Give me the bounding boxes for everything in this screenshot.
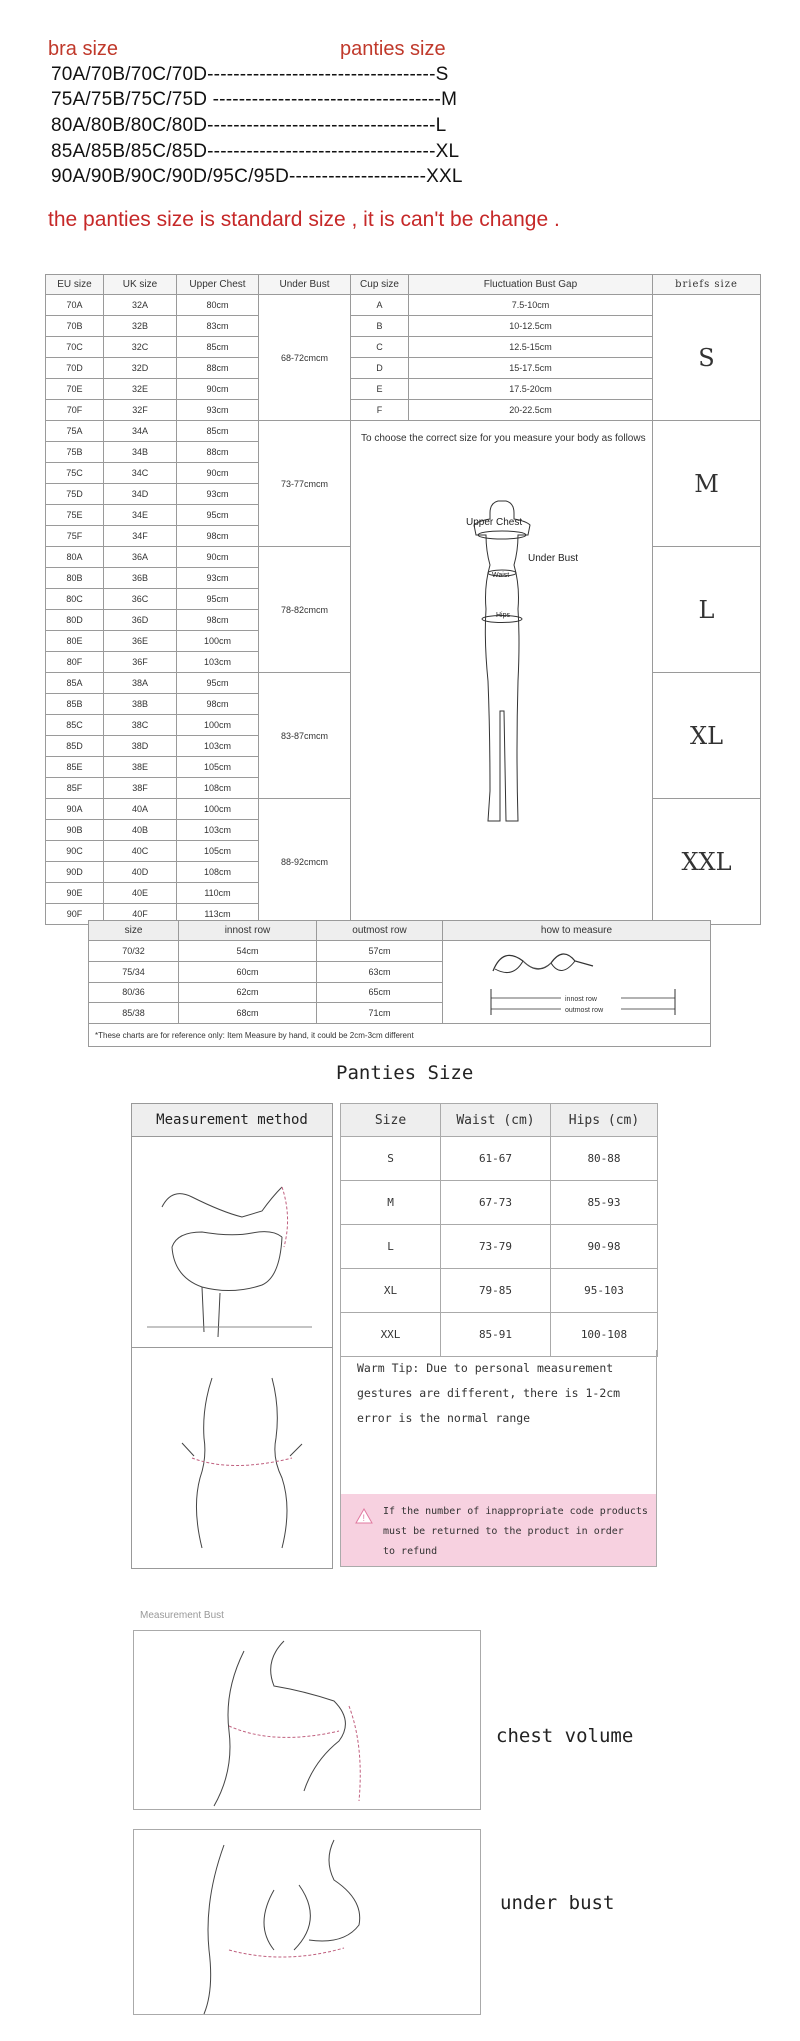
refund-warning	[341, 1494, 656, 1566]
upper-chest-cell: 105cm	[177, 841, 259, 862]
size-mapping-line: 75A/75B/75C/75D -----------------------------------M	[51, 89, 458, 110]
upper-chest-cell: 100cm	[177, 631, 259, 652]
panties-waist: 79-85	[441, 1269, 551, 1313]
eu-size-cell: 70E	[46, 379, 104, 400]
under-bust-figure-drawing	[134, 1830, 480, 2014]
reference-footnote: *These charts are for reference only: Item Measure by hand, it could be 2cm-3cm different	[89, 1024, 711, 1047]
uk-size-cell: 36A	[104, 547, 177, 568]
upper-chest-cell: 113cm	[177, 904, 259, 925]
under-bust-cell: 68-72cmcm	[259, 295, 351, 421]
eu-size-cell: 80C	[46, 589, 104, 610]
upper-chest-cell: 80cm	[177, 295, 259, 316]
panties-hips: 80-88	[551, 1137, 658, 1181]
band-size: 70/32	[89, 941, 179, 962]
upper-chest-cell: 83cm	[177, 316, 259, 337]
warm-tip-text	[341, 1350, 656, 1431]
upper-chest-cell: 98cm	[177, 694, 259, 715]
briefs-size-cell: S	[653, 295, 761, 421]
uk-size-cell: 32D	[104, 358, 177, 379]
upper-chest-cell: 98cm	[177, 610, 259, 631]
upper-chest-cell: 90cm	[177, 379, 259, 400]
chest-figure-drawing	[134, 1631, 480, 1809]
uk-size-cell: 34C	[104, 463, 177, 484]
band-inner: 54cm	[179, 941, 317, 962]
eu-size-cell: 85E	[46, 757, 104, 778]
inner-row-label: innost row	[565, 996, 597, 1003]
col-innost-row: innost row	[179, 921, 317, 941]
eu-size-cell: 85B	[46, 694, 104, 715]
col-how-to-measure: how to measure	[443, 921, 711, 941]
uk-size-cell: 32C	[104, 337, 177, 358]
upper-chest-cell: 103cm	[177, 736, 259, 757]
measurement-bust-label: Measurement Bust	[140, 1610, 224, 1621]
uk-size-cell: 32A	[104, 295, 177, 316]
table-row	[46, 421, 761, 442]
uk-size-cell: 38B	[104, 694, 177, 715]
uk-size-cell: 34B	[104, 442, 177, 463]
eu-size-cell: 75A	[46, 421, 104, 442]
table-row	[89, 941, 711, 962]
eu-size-cell: 85A	[46, 673, 104, 694]
band-size: 85/38	[89, 1003, 179, 1024]
panties-size: XXL	[341, 1313, 441, 1357]
panties-waist: 61-67	[441, 1137, 551, 1181]
briefs-size-cell: XL	[653, 673, 761, 799]
upper-chest-cell: 85cm	[177, 421, 259, 442]
table-row	[341, 1225, 658, 1269]
bra-size-table	[45, 274, 761, 925]
eu-size-cell: 85D	[46, 736, 104, 757]
svg-text:!: !	[362, 1513, 366, 1523]
bust-gap-cell: 17.5-20cm	[409, 379, 653, 400]
eu-size-cell: 80D	[46, 610, 104, 631]
uk-size-cell: 36F	[104, 652, 177, 673]
bust-gap-cell: 15-17.5cm	[409, 358, 653, 379]
band-outer: 65cm	[317, 982, 443, 1003]
eu-size-cell: 80A	[46, 547, 104, 568]
cup-size-cell: E	[351, 379, 409, 400]
eu-size-cell: 75C	[46, 463, 104, 484]
briefs-size-cell: M	[653, 421, 761, 547]
table-header-row	[341, 1104, 658, 1137]
eu-size-cell: 90A	[46, 799, 104, 820]
uk-size-cell: 36D	[104, 610, 177, 631]
upper-chest-cell: 90cm	[177, 547, 259, 568]
uk-size-cell: 36B	[104, 568, 177, 589]
band-size-table	[88, 920, 711, 1047]
band-inner: 60cm	[179, 961, 317, 982]
upper-chest-cell: 110cm	[177, 883, 259, 904]
uk-size-cell: 40A	[104, 799, 177, 820]
uk-size-cell: 34F	[104, 526, 177, 547]
col-bust-gap: Fluctuation Bust Gap	[409, 275, 653, 295]
panties-waist: 67-73	[441, 1181, 551, 1225]
eu-size-cell: 80F	[46, 652, 104, 673]
col-eu-size: EU size	[46, 275, 104, 295]
size-mapping-line: 85A/85B/85C/85D-----------------------------------XL	[51, 141, 460, 162]
band-outer: 63cm	[317, 961, 443, 982]
measurement-method-box	[131, 1103, 333, 1569]
eu-size-cell: 75B	[46, 442, 104, 463]
uk-size-cell: 38F	[104, 778, 177, 799]
band-size: 75/34	[89, 961, 179, 982]
upper-chest-cell: 108cm	[177, 778, 259, 799]
size-mapping-line: 80A/80B/80C/80D-----------------------------------L	[51, 115, 447, 136]
upper-chest-cell: 100cm	[177, 715, 259, 736]
upper-chest-cell: 90cm	[177, 463, 259, 484]
panties-size: L	[341, 1225, 441, 1269]
uk-size-cell: 40E	[104, 883, 177, 904]
warning-icon	[355, 1508, 373, 1524]
panties-note: the panties size is standard size , it is can't be change .	[48, 208, 560, 231]
uk-size-cell: 32B	[104, 316, 177, 337]
uk-size-cell: 38E	[104, 757, 177, 778]
col-cup-size: Cup size	[351, 275, 409, 295]
uk-size-cell: 34D	[104, 484, 177, 505]
chest-volume-illustration	[133, 1630, 481, 1810]
bra-band-illustration	[443, 941, 711, 1021]
table-row	[341, 1137, 658, 1181]
uk-size-cell: 40F	[104, 904, 177, 925]
upper-chest-cell: 88cm	[177, 358, 259, 379]
briefs-size-cell: L	[653, 547, 761, 673]
hips-label: Hips	[495, 611, 510, 619]
col-size: size	[89, 921, 179, 941]
cup-size-cell: F	[351, 400, 409, 421]
panties-hips: 85-93	[551, 1181, 658, 1225]
uk-size-cell: 34E	[104, 505, 177, 526]
upper-chest-cell: 85cm	[177, 337, 259, 358]
under-bust-caption: under bust	[500, 1892, 615, 1914]
cup-size-cell: C	[351, 337, 409, 358]
upper-chest-cell: 103cm	[177, 652, 259, 673]
table-footnote-row	[89, 1024, 711, 1047]
bust-gap-cell: 10-12.5cm	[409, 316, 653, 337]
eu-size-cell: 70D	[46, 358, 104, 379]
bra-size-label: bra size	[48, 38, 119, 60]
uk-size-cell: 38D	[104, 736, 177, 757]
panties-size-label: panties size	[340, 38, 446, 60]
upper-chest-cell: 100cm	[177, 799, 259, 820]
uk-size-cell: 40B	[104, 820, 177, 841]
eu-size-cell: 90C	[46, 841, 104, 862]
band-inner: 68cm	[179, 1003, 317, 1024]
eu-size-cell: 70F	[46, 400, 104, 421]
eu-size-cell: 70C	[46, 337, 104, 358]
panties-hips: 95-103	[551, 1269, 658, 1313]
upper-chest-cell: 108cm	[177, 862, 259, 883]
col-uk-size: UK size	[104, 275, 177, 295]
eu-size-cell: 75E	[46, 505, 104, 526]
size-mapping-line: 90A/90B/90C/90D/95C/95D---------------------XXL	[51, 166, 463, 187]
warm-tip-box	[340, 1350, 657, 1567]
cup-size-cell: A	[351, 295, 409, 316]
tip-line: error is the normal range	[357, 1411, 531, 1425]
chest-volume-caption: chest volume	[496, 1725, 634, 1747]
eu-size-cell: 70B	[46, 316, 104, 337]
table-header-row	[46, 275, 761, 295]
under-bust-label: Under Bust	[527, 552, 578, 564]
uk-size-cell: 40D	[104, 862, 177, 883]
panties-waist: 73-79	[441, 1225, 551, 1269]
table-row	[46, 295, 761, 316]
panties-size: M	[341, 1181, 441, 1225]
table-header-row	[89, 921, 711, 941]
eu-size-cell: 90D	[46, 862, 104, 883]
band-inner: 62cm	[179, 982, 317, 1003]
band-size: 80/36	[89, 982, 179, 1003]
upper-chest-label: Upper Chest	[465, 516, 522, 528]
eu-size-cell: 85C	[46, 715, 104, 736]
band-outer: 71cm	[317, 1003, 443, 1024]
upper-chest-cell: 95cm	[177, 673, 259, 694]
uk-size-cell: 38A	[104, 673, 177, 694]
eu-size-cell: 90B	[46, 820, 104, 841]
bust-gap-cell: 7.5-10cm	[409, 295, 653, 316]
upper-chest-cell: 93cm	[177, 568, 259, 589]
panties-hips: 90-98	[551, 1225, 658, 1269]
band-measure-diagram	[443, 941, 711, 1024]
uk-size-cell: 38C	[104, 715, 177, 736]
upper-chest-cell: 98cm	[177, 526, 259, 547]
bust-gap-cell: 20-22.5cm	[409, 400, 653, 421]
band-outer: 57cm	[317, 941, 443, 962]
warning-line: to refund	[383, 1546, 438, 1557]
col-under-bust: Under Bust	[259, 275, 351, 295]
eu-size-cell: 90F	[46, 904, 104, 925]
cup-size-cell: D	[351, 358, 409, 379]
briefs-size-cell: XXL	[653, 799, 761, 925]
table-row	[341, 1269, 658, 1313]
eu-size-cell: 80B	[46, 568, 104, 589]
upper-chest-cell: 93cm	[177, 400, 259, 421]
panties-size: XL	[341, 1269, 441, 1313]
eu-size-cell: 80E	[46, 631, 104, 652]
outer-row-label: outmost row	[565, 1007, 604, 1014]
size-guide-text: To choose the correct size for you measure your body as follows	[361, 433, 646, 444]
col-hips: Hips (cm)	[551, 1104, 658, 1137]
hip-measure-illustration	[132, 1348, 332, 1568]
eu-size-cell: 90E	[46, 883, 104, 904]
uk-size-cell: 34A	[104, 421, 177, 442]
col-waist: Waist (cm)	[441, 1104, 551, 1137]
waist-measure-illustration	[132, 1137, 332, 1348]
under-bust-cell: 73-77cmcm	[259, 421, 351, 547]
eu-size-cell: 75F	[46, 526, 104, 547]
upper-chest-cell: 103cm	[177, 820, 259, 841]
upper-chest-cell: 95cm	[177, 589, 259, 610]
table-row	[341, 1181, 658, 1225]
under-bust-cell: 83-87cmcm	[259, 673, 351, 799]
warning-line: must be returned to the product in order	[383, 1526, 624, 1537]
measurement-method-header: Measurement method	[132, 1104, 332, 1137]
panties-waist: 85-91	[441, 1313, 551, 1357]
upper-chest-cell: 105cm	[177, 757, 259, 778]
waist-label: Waist	[491, 571, 509, 579]
col-size: Size	[341, 1104, 441, 1137]
size-mapping-line: 70A/70B/70C/70D-----------------------------------S	[51, 64, 449, 85]
eu-size-cell: 70A	[46, 295, 104, 316]
under-bust-cell: 88-92cmcm	[259, 799, 351, 925]
tip-line: gestures are different, there is 1-2cm	[357, 1386, 621, 1400]
col-outmost-row: outmost row	[317, 921, 443, 941]
upper-chest-cell: 95cm	[177, 505, 259, 526]
cup-size-cell: B	[351, 316, 409, 337]
warning-line: If the number of inappropriate code products	[383, 1506, 648, 1517]
bust-gap-cell: 12.5-15cm	[409, 337, 653, 358]
panties-size-table	[340, 1103, 658, 1357]
uk-size-cell: 40C	[104, 841, 177, 862]
eu-size-cell: 85F	[46, 778, 104, 799]
panties-size-title: Panties Size	[336, 1062, 474, 1084]
eu-size-cell: 75D	[46, 484, 104, 505]
panties-size: S	[341, 1137, 441, 1181]
refund-warning-text	[383, 1502, 653, 1562]
panties-hips: 100-108	[551, 1313, 658, 1357]
under-bust-cell: 78-82cmcm	[259, 547, 351, 673]
uk-size-cell: 36C	[104, 589, 177, 610]
body-measure-figure	[428, 491, 578, 831]
col-briefs-size: briefs size	[653, 275, 761, 295]
upper-chest-cell: 88cm	[177, 442, 259, 463]
col-upper-chest: Upper Chest	[177, 275, 259, 295]
uk-size-cell: 32F	[104, 400, 177, 421]
tip-line: Warm Tip: Due to personal measurement	[357, 1361, 614, 1375]
uk-size-cell: 36E	[104, 631, 177, 652]
uk-size-cell: 32E	[104, 379, 177, 400]
upper-chest-cell: 93cm	[177, 484, 259, 505]
under-bust-illustration	[133, 1829, 481, 2015]
